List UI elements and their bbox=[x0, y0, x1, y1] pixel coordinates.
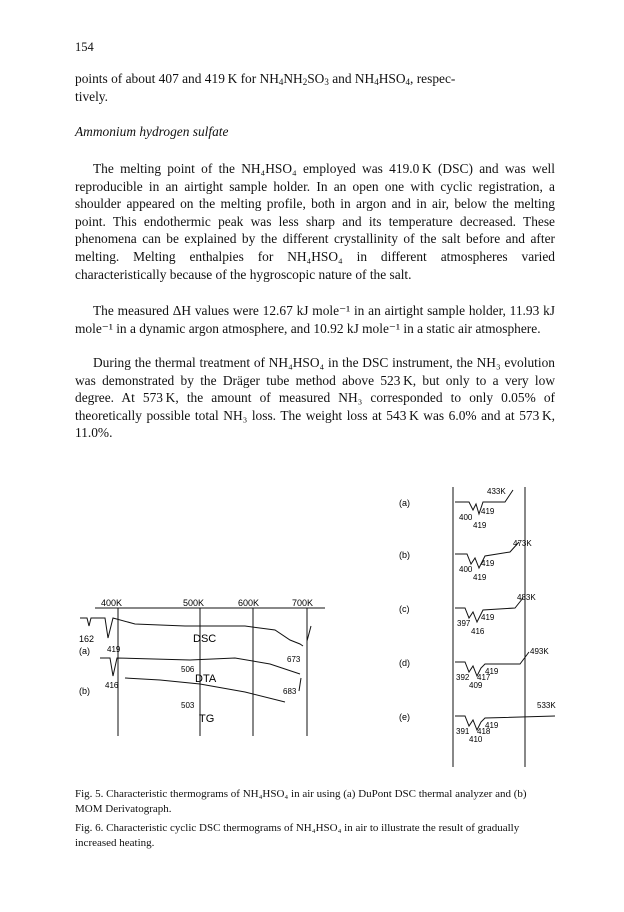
fig6-label: 419 bbox=[473, 573, 487, 582]
fig5-dsc-curve bbox=[80, 618, 303, 646]
fig5-label: DTA bbox=[195, 673, 217, 685]
fig5-row-a: (a) bbox=[79, 646, 90, 656]
section-heading: Ammonium hydrogen sulfate bbox=[75, 124, 229, 139]
fig6-label: 473K bbox=[513, 539, 532, 548]
fig5-label: 506 bbox=[181, 665, 195, 674]
fig6-label: 416 bbox=[471, 627, 485, 636]
paragraph-nh3: During the thermal treatment of NH₄HSO₄ in the DSC instrument, the NH₃ evolution was demonstrated by the Dräger tube method above 523 K, but only to a very low degree. At 573 K, the amount of measured NH₃ corresponded to only 0.05% of theoretically possible total NH₃ loss. The weight loss at 543 K was 6.0% and at 573 K, 11.0%. bbox=[75, 355, 555, 441]
paragraph-enthalpy: The measured ΔH values were 12.67 kJ mole⁻¹ in an airtight sample holder, 11.93 kJ mole⁻¹ in a dynamic argon atmosphere, and 10.92 kJ mole⁻¹ in a static air atmosphere. bbox=[75, 303, 555, 336]
fig6-caption: Fig. 6. Characteristic cyclic DSC thermograms of NH₄HSO₄ in air to illustrate the result of gradually increased heating. bbox=[75, 822, 520, 849]
fig6-label: 419 bbox=[473, 521, 487, 530]
fig6-label: 493K bbox=[530, 647, 549, 656]
fig6-row-label: (a) bbox=[399, 498, 410, 508]
fig5-axis-tick: 600K bbox=[238, 598, 260, 608]
fig6-label: 410 bbox=[469, 735, 483, 744]
fig5-label: 162 bbox=[79, 634, 95, 644]
fig5-axis-tick: 500K bbox=[183, 598, 205, 608]
fig6-row-label: (b) bbox=[399, 550, 410, 560]
fig5-label: TG bbox=[199, 713, 215, 725]
fig5-label: DSC bbox=[193, 633, 217, 645]
fig5-label: 416 bbox=[105, 681, 119, 690]
fig6-label: 483K bbox=[517, 593, 536, 602]
fig6-label: 419 bbox=[485, 721, 499, 730]
fig5-label: 419 bbox=[107, 645, 121, 654]
figure-6 bbox=[395, 482, 565, 772]
paragraph-melting: The melting point of the NH₄HSO₄ employed was 419.0 K (DSC) and was well reproducible in an airtight sample holder. In an open one with cyclic registration, a shoulder appeared on the melting profile, both in argon and in air, below the melting point. This endothermic peak was less sharp and its temperature decreased. These phenomena can be explained by the different crystallinity of the salt before and after melting. Melting enthalpies for NH₄HSO₄ in different atmospheres varied characteristically because of the hygroscopic nature of the salt. bbox=[75, 161, 555, 282]
fig6-label: 417 bbox=[477, 673, 491, 682]
fig6-label: 397 bbox=[457, 619, 471, 628]
fig6-label: 400 bbox=[459, 565, 473, 574]
page-number: 154 bbox=[75, 40, 94, 54]
fig6-label: 533K bbox=[537, 701, 556, 710]
fig6-label: 400 bbox=[459, 513, 473, 522]
fig6-label: 419 bbox=[485, 667, 499, 676]
fig6-row-label: (d) bbox=[399, 658, 410, 668]
fig6-curve-e bbox=[455, 716, 555, 730]
fig5-label: 503 bbox=[181, 701, 195, 710]
fig6-row-label: (c) bbox=[399, 604, 410, 614]
fig6-row-label: (e) bbox=[399, 712, 410, 722]
fig6-label: 419 bbox=[481, 613, 495, 622]
intro-paragraph: points of about 407 and 419 K for $NH_4NH_2SO_3$ and $NH_4HSO_4$, respec- tively. bbox=[75, 71, 456, 104]
fig5-axis-tick: 700K bbox=[292, 598, 314, 608]
fig5-label: 683 bbox=[283, 687, 297, 696]
fig6-label: 391 bbox=[456, 727, 470, 736]
fig5-row-b: (b) bbox=[79, 686, 90, 696]
fig5-caption: Fig. 5. Characteristic thermograms of NH₄HSO₄ in air using (a) DuPont DSC thermal analyzer and (b) MOM Derivatograph. bbox=[75, 788, 527, 815]
figure-5 bbox=[75, 596, 335, 741]
fig5-axis-tick: 400K bbox=[101, 598, 123, 608]
fig6-label: 392 bbox=[456, 673, 470, 682]
fig6-label: 418 bbox=[477, 727, 491, 736]
fig6-label: 433K bbox=[487, 487, 506, 496]
fig6-label: 409 bbox=[469, 681, 483, 690]
fig6-label: 419 bbox=[481, 507, 495, 516]
fig5-label: 673 bbox=[287, 655, 301, 664]
fig6-label: 419 bbox=[481, 559, 495, 568]
